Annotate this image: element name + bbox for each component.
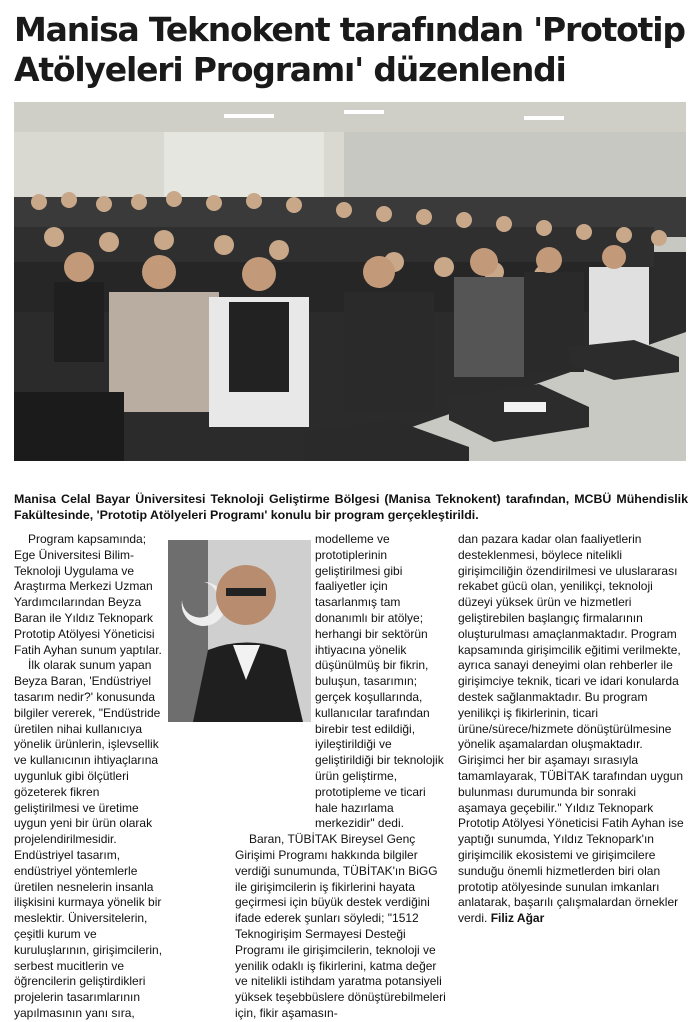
ceiling-light (524, 116, 564, 120)
column-2-paragraph-1: modelleme ve prototiplerinin geliştirilmesi gibi faaliyetler için tasarlanmış tam donanımlı bir atölye; herhangi bir sektörün ihtiyacına yönelik düşünülmüş bir fikrin, buluşun, tasarımın; gerçek koşullarında, kullanıcılar tarafından birebir test edildiği, iyileştirildiği ve geliştirildiği bir teknolojik ürün geliştirme, prototipleme ve ticari hale hazırlama merkezidir" dedi. (315, 532, 444, 831)
photo-caption: Manisa Celal Bayar Üniversitesi Teknoloji Geliştirme Bölgesi (Manisa Teknokent) tarafından, MCBÜ Mühendislik Fakültesinde, 'Prototip Atölyeleri Programı' konulu bir program gerçekleştirildi. (14, 492, 688, 522)
column-1-paragraph-2: İlk olarak sunum yapan Beyza Baran, 'Endüstriyel tasarım nedir?' konusunda bilgiler vererek, "Endüstride üretilen nihai kullanıcıya yönelik ürünlerin, işlevsellik ve kullanıcının ihtiyaçlarına uygunluk gibi ölçütleri gözeterek fikren geliştirilmesi ve üretime uygun yeni bir ürün olarak projelendirilmesidir. Endüstriyel tasarım, endüstriyel yöntemlerle üretilen nesnelerin insanla ilişkisini kurmaya yönelik bir meslektir. Üniversitelerin, çeşitli kurum ve kuruluşlarının, girişimcilerin, serbest mucitlerin ve öğrencilerin geliştirdikleri projelerin tasarımlarının yapılmasının yanı sıra, (14, 658, 163, 1020)
column-2-paragraph-2: Baran, TÜBİTAK Bireysel Genç Girişimi Programı hakkında bilgiler verdiği sunumunda, TÜBİTAK'ın BiGG ile girişimcilerin iş fikirlerini hayata geçirmesi için büyük destek verdiğini ifade ederek şunları söyledi; "1512 Teknogirişim Sermayesi Desteği Programı ile girişimcilerin, teknoloji ve yenilik odaklı iş fikirlerini, katma değer ve nitelikli istihdam yaratma potansiyeli yüksek teşebbüslere dönüştürebilmeleri için, fikir aşamasın- (235, 832, 446, 1020)
column-3-paragraph-1 (458, 532, 688, 927)
author-name: Filiz Ağar (490, 911, 545, 926)
ceiling (14, 102, 686, 132)
ceiling-light (344, 110, 384, 114)
main-photo-seminar-audience (14, 102, 686, 461)
column-1-paragraph-1: Program kapsamında; Ege Üniversitesi Bilim-Teknoloji Uygulama ve Araştırma Merkezi Uzman Yardımcılarından Beyza Baran ile Yıldız Teknopark Prototip Atölyesi Yöneticisi Fatih Ayhan sunum yaptılar. (14, 532, 162, 657)
wall-panel (164, 132, 324, 202)
audience-illustration (14, 102, 686, 461)
article-column-1 (14, 532, 222, 1022)
ceiling-light (224, 114, 274, 118)
paper-sheet (504, 402, 546, 412)
column-3-text: dan pazara kadar olan faaliyetlerin desteklenmesi, böylece nitelikli girişimciliğin özendirilmesi ve uluslararası rekabet gücü olan, yenilikçi, teknoloji düzeyi yüksek ürün ve hizmetleri geliştirebilen başlangıç firmalarının oluşturulması amaçlanmaktadır. Program kapsamında girişimcilik eğitimi verilmekte, ayrıca sanayi deneyimi olan rehberler ile girişimciye teknik, ticari ve idari konularda destek sağlanmaktadır. Bu program yenilikçi iş fikirlerinin, ticari ürüne/sürece/hizmete dönüştürülmesine yönelik aşamalardan oluşmaktadır. Girişimci her bir aşamayı sırasıyla tamamlayarak, TÜBİTAK tarafından uygun bulunması durumunda bir sonraki aşamaya geçebilir." Yıldız Teknopark Prototip Atölyesi Yöneticisi Fatih Ayhan ise yaptığı sunumda, Yıldız Teknopark'ın girişimcilik ekosistemi ve girişimcilere sunduğu önemli hizmetlerden biri olan prototip atölyesinde sunulan imkanları anlatarak, başarılı çalışmalardan örnekler verdi. (458, 532, 684, 926)
article-column-3 (458, 532, 688, 927)
chair (14, 392, 124, 461)
article-column-2 (235, 532, 447, 1022)
headline: Manisa Teknokent tarafından 'Prototip Atölyeleri Programı' düzenlendi (14, 10, 685, 89)
